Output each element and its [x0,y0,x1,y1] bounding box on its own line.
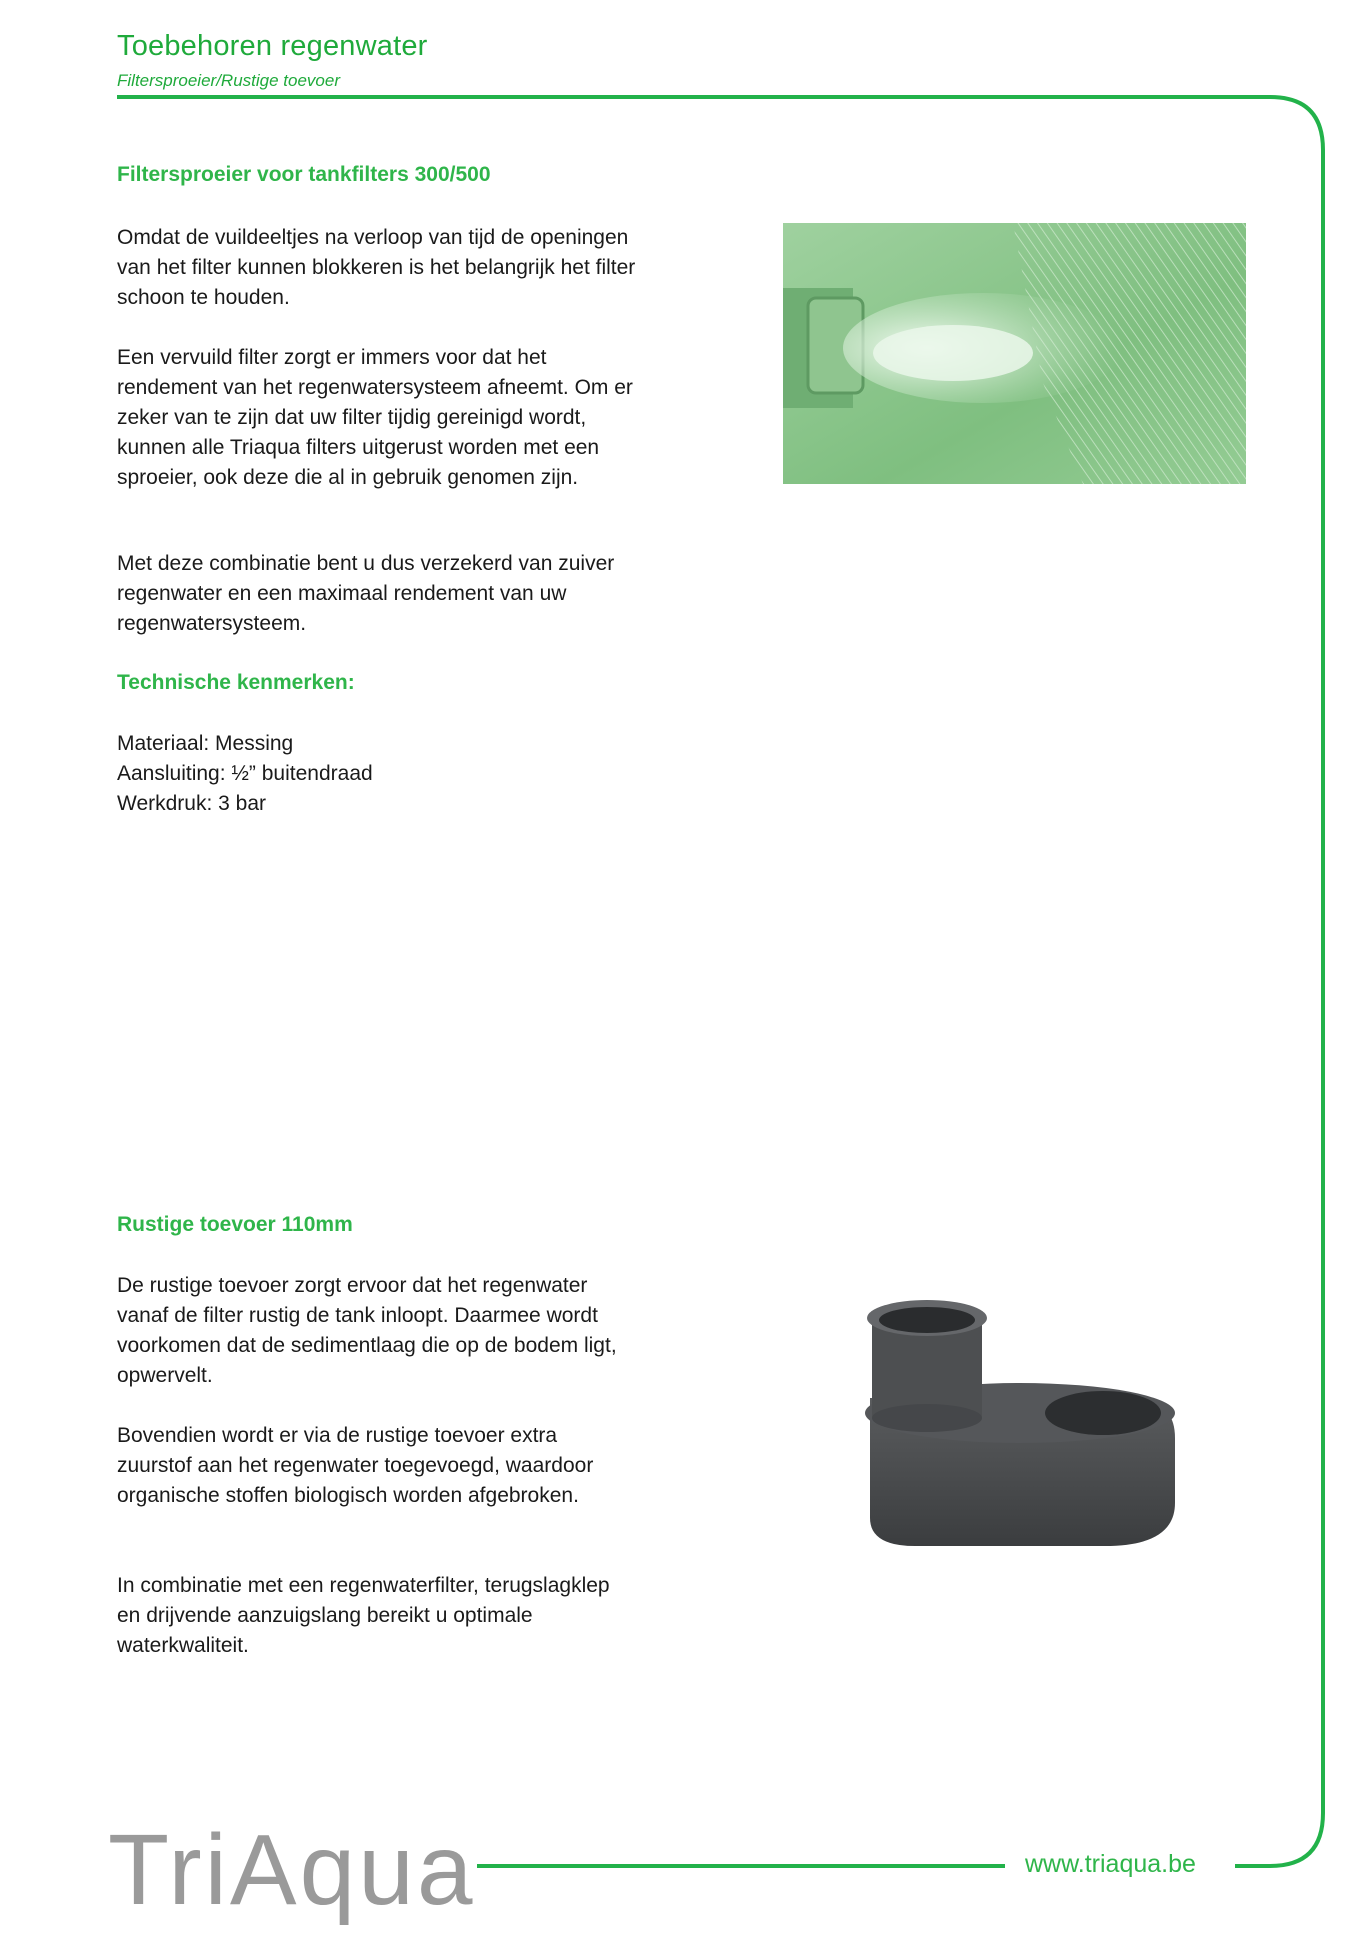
paragraph: In combinatie met een regenwaterfilter, terugslagklep en drijvende aanzuigslang bereikt u optimale waterkwaliteit. [117,1574,610,1657]
website-link[interactable]: www.triaqua.be [1025,1850,1196,1878]
spec-item: Werkdruk: 3 bar [117,792,266,815]
section-heading-rustige-toevoer: Rustige toevoer 110mm [117,1213,353,1236]
specs-heading: Technische kenmerken: [117,671,355,694]
page-title: Toebehoren regenwater [117,30,428,62]
spec-item: Aansluiting: ½” buitendraad [117,762,373,785]
page-subtitle: Filtersproeier/Rustige toevoer [117,71,340,90]
paragraph: Met deze combinatie bent u dus verzekerd van zuiver regenwater en een maximaal rendement van uw regenwatersysteem. [117,552,615,635]
triaqua-logo-text: TriAqua [108,1814,476,1926]
rustige-toevoer-photo [845,1288,1185,1550]
paragraph: Omdat de vuildeeltjes na verloop van tijd de openingen van het filter kunnen blokkeren is het belangrijk het filter schoon te houden. [117,226,636,309]
paragraph: De rustige toevoer zorgt ervoor dat het regenwater vanaf de filter rustig de tank inloopt. Daarmee wordt voorkomen dat de sedimentlaag die op de bodem ligt, opwervelt. [117,1274,617,1387]
paragraph: Een vervuild filter zorgt er immers voor dat het rendement van het regenwatersysteem afneemt. Om er zeker van te zijn dat uw filter tijdig gereinigd wordt, kunnen alle Triaqua filters uitgerust worden met een sproeier, ook deze die al in gebruik genomen zijn. [117,346,633,489]
paragraph: Bovendien wordt er via de rustige toevoer extra zuurstof aan het regenwater toegevoegd, waardoor organische stoffen biologisch worden afgebroken. [117,1424,594,1507]
spec-item: Materiaal: Messing [117,732,294,755]
filter-sprayer-photo [783,223,1246,484]
section-heading-filtersproeier: Filtersproeier voor tankfilters 300/500 [117,163,491,186]
triaqua-logo [108,1814,476,1926]
